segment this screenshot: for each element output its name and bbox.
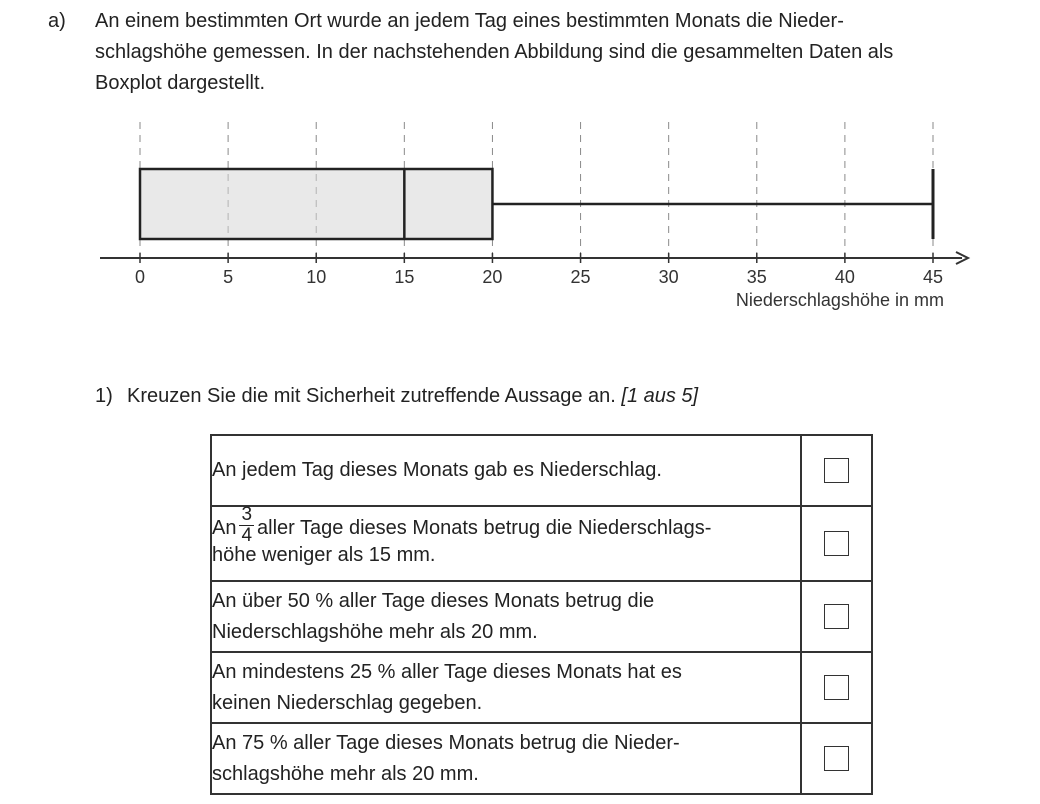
x-tick-label: 25 (570, 267, 591, 287)
x-tick-label: 40 (834, 267, 855, 287)
answer-checkbox-cell (801, 723, 872, 794)
answer-line: An mindestens 25 % aller Tage dieses Monats hat es (212, 660, 682, 683)
answer-statement (211, 723, 801, 794)
answer-checkbox-cell (801, 581, 872, 652)
answer-line: aller Tage dieses Monats betrug die Niederschlags- (257, 516, 712, 539)
answer-row (211, 581, 872, 652)
answer-checkbox[interactable] (824, 746, 849, 771)
answer-statement (211, 503, 801, 581)
answer-statement (211, 652, 801, 723)
x-tick-label: 0 (134, 267, 146, 287)
answer-line: höhe weniger als 15 mm. (212, 543, 436, 566)
answer-line: Niederschlagshöhe mehr als 20 mm. (212, 620, 538, 643)
answer-prefix: An (212, 516, 237, 539)
x-tick-label: 30 (658, 267, 679, 287)
answer-checkbox-cell (801, 652, 872, 723)
intro-line: Boxplot dargestellt. (95, 72, 266, 94)
part-label: a) (48, 10, 66, 32)
answer-table (210, 434, 873, 795)
question-prompt: Kreuzen Sie die mit Sicherheit zutreffende Aussage an. (127, 385, 616, 407)
x-tick-label: 15 (394, 267, 415, 287)
boxplot-chart (0, 0, 1040, 330)
fraction-numerator: 3 (241, 503, 253, 525)
answer-line: keinen Niederschlag gegeben. (212, 691, 483, 714)
answer-checkbox[interactable] (824, 675, 849, 700)
answer-checkbox[interactable] (824, 458, 849, 483)
answer-line: An über 50 % aller Tage dieses Monats betrug die (212, 589, 655, 612)
answer-checkbox-cell (801, 506, 872, 581)
question-text (127, 381, 698, 411)
answer-row (211, 723, 872, 794)
fraction (239, 505, 254, 546)
answer-row (211, 506, 872, 581)
answer-row (211, 435, 872, 506)
x-tick-label: 10 (306, 267, 327, 287)
question-number: 1) (95, 385, 113, 407)
box-layer (140, 169, 933, 239)
answer-statement (211, 435, 801, 506)
answer-row (211, 652, 872, 723)
answer-line: An 75 % aller Tage dieses Monats betrug die Nieder- (212, 731, 680, 754)
question-note: [1 aus 5] (621, 385, 699, 407)
x-tick-label: 20 (482, 267, 503, 287)
answer-checkbox-cell (801, 435, 872, 506)
x-tick-label: 35 (746, 267, 767, 287)
answer-statement (211, 581, 801, 652)
x-axis-label: Niederschlagshöhe in mm (735, 290, 944, 310)
answer-line: schlagshöhe mehr als 20 mm. (212, 762, 479, 785)
fraction-denominator: 4 (241, 524, 253, 546)
x-tick-label: 45 (922, 267, 944, 287)
answer-line: An jedem Tag dieses Monats gab es Niederschlag. (212, 459, 662, 481)
x-tick-label: 5 (223, 267, 234, 287)
box (140, 169, 492, 239)
intro-line: schlagshöhe gemessen. In der nachstehenden Abbildung sind die gesammelten Daten als (95, 41, 894, 63)
answer-checkbox[interactable] (824, 604, 849, 629)
answer-checkbox[interactable] (824, 531, 849, 556)
intro-line: An einem bestimmten Ort wurde an jedem Tag eines bestimmten Monats die Nieder- (95, 10, 844, 32)
